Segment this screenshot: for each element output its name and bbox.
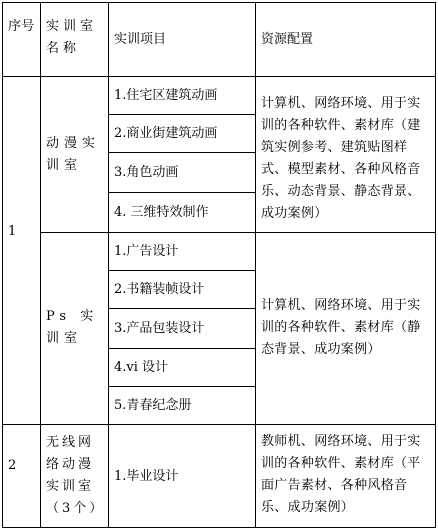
row-divider <box>108 270 255 271</box>
project-item: 3.产品包装设计 <box>114 321 205 336</box>
row-divider <box>108 152 255 153</box>
row-divider <box>108 308 255 309</box>
lab-table <box>2 2 436 528</box>
table-border-bottom <box>2 527 436 528</box>
table-border-top <box>2 2 436 3</box>
lab-name: Ps 实训室 <box>46 309 99 346</box>
row-seq: 1 <box>8 224 17 239</box>
project-item: 1.住宅区建筑动画 <box>114 88 218 103</box>
project-item: 3.角色动画 <box>114 165 179 180</box>
header-project: 实训项目 <box>114 32 167 47</box>
row-divider <box>108 192 255 193</box>
row-divider <box>108 348 255 349</box>
project-item: 4.vi 设计 <box>114 360 169 375</box>
resource-config: 教师机、网络环境、用于实训的各种软件、素材库（平面广告素材、各种风格音乐、成功案例） <box>261 434 421 515</box>
row-divider <box>108 114 255 115</box>
col-divider <box>108 2 109 528</box>
project-item: 1.毕业设计 <box>114 469 179 484</box>
project-item: 2.书籍装帧设计 <box>114 282 205 297</box>
project-item: 5.青春纪念册 <box>114 398 192 413</box>
project-item: 4. 三维特效制作 <box>114 205 209 220</box>
resource-config: 计算机、网络环境、用于实训的各种软件、素材库（静态背景、成功案例） <box>261 298 421 357</box>
lab-name: 动漫实训室 <box>46 136 101 173</box>
row-divider <box>108 386 255 387</box>
project-item: 1.广告设计 <box>114 244 179 259</box>
header-resource: 资源配置 <box>261 32 314 47</box>
row-seq: 2 <box>8 458 17 473</box>
lab-divider <box>40 232 436 233</box>
header-seq: 序号 <box>8 19 35 34</box>
table-border-right <box>435 2 436 528</box>
table-border-left <box>2 2 3 528</box>
lab-name: 无线网络动漫实训室（3个） <box>46 435 106 516</box>
project-item: 2.商业街建筑动画 <box>114 126 218 141</box>
resource-config: 计算机、网络环境、用于实训的各种软件、素材库（建筑实例参考、建筑贴图样式、模型素材、各种风格音乐、动态背景、静态背景、成功案例） <box>261 96 421 221</box>
group-divider <box>2 424 436 425</box>
header-divider <box>2 76 436 77</box>
header-lab-name: 实训室名称 <box>46 19 98 56</box>
